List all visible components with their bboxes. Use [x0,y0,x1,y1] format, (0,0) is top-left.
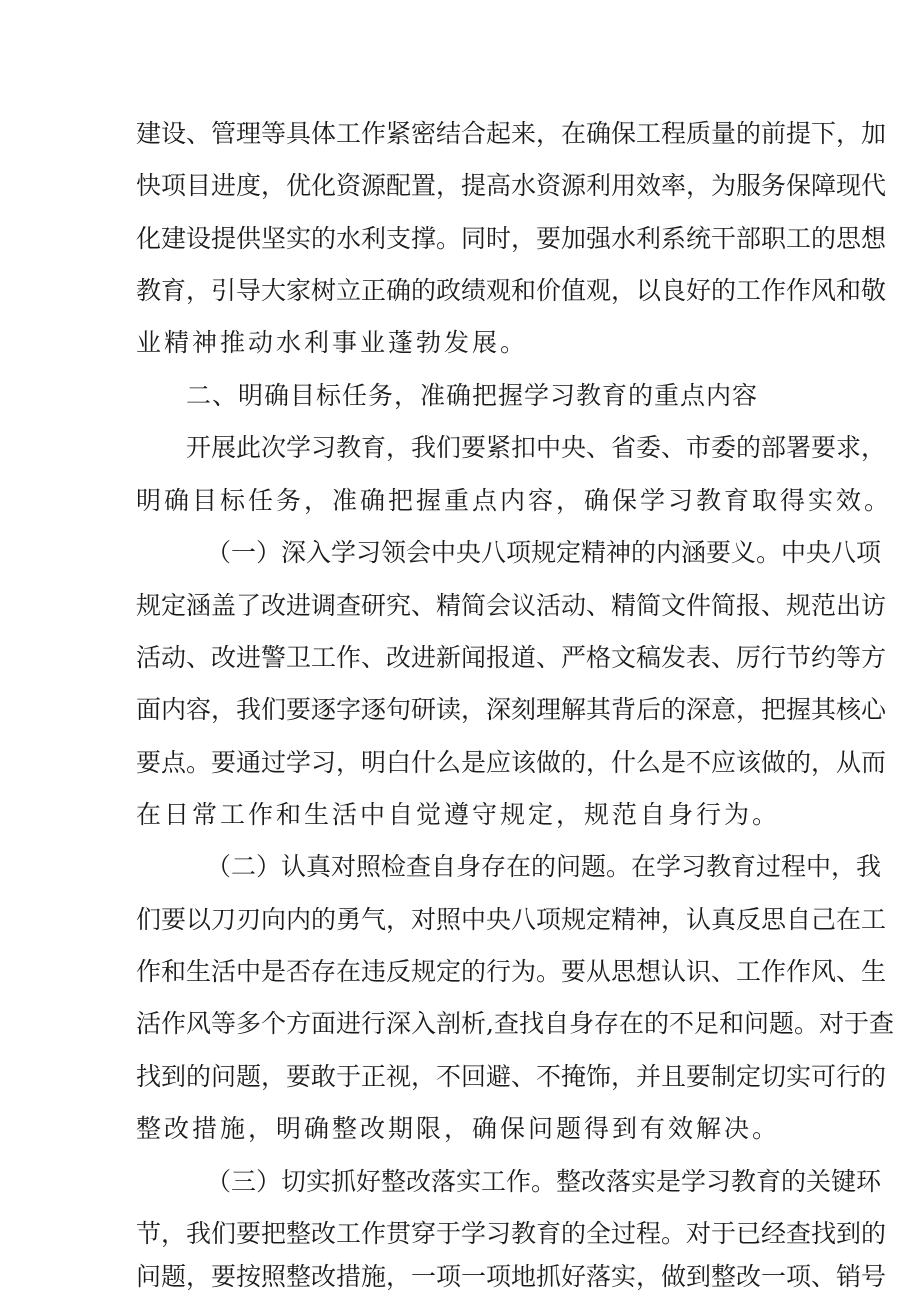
body-text-line: 业精神推动水利事业蓬勃发展。 [136,328,529,357]
body-text-line: 们要以刀刃向内的勇气，对照中央八项规定精神，认真反思自己在工 [136,905,887,934]
body-text-line: 问题，要按照整改措施，一项一项地抓好落实，做到整改一项、销号 [136,1262,887,1291]
body-text-line: 化建设提供坚实的水利支撑。同时，要加强水利系统干部职工的思想 [136,224,887,253]
body-text-line: 活作风等多个方面进行深入剖析,查找自身存在的不足和问题。对于查 [136,1009,894,1038]
body-text-line: 明确目标任务，准确把握重点内容，确保学习教育取得实效。 [136,486,893,515]
body-text-line: 整改措施，明确整改期限，确保问题得到有效解决。 [136,1114,781,1143]
body-text-line: 找到的问题，要敢于正视，不回避、不掩饰，并且要制定切实可行的 [136,1062,887,1091]
body-text-line: 规定涵盖了改进调查研究、精简会议活动、精简文件简报、规范出访 [136,591,887,620]
section-heading: 二、明确目标任务，准确把握学习教育的重点内容 [186,381,759,410]
body-text-line: 教育，引导大家树立正确的政绩观和价值观，以良好的工作作风和敬 [136,276,887,305]
body-text-line: 活动、改进警卫工作、改进新闻报道、严格文稿发表、厉行节约等方 [136,643,887,672]
body-text-line: 快项目进度，优化资源配置，提高水资源利用效率，为服务保障现代 [136,171,887,200]
body-text-line: 要点。要通过学习，明白什么是应该做的，什么是不应该做的，从而 [136,748,887,777]
body-text-line: 开展此次学习教育，我们要紧扣中央、省委、市委的部署要求， [186,433,887,462]
body-text-line: 节，我们要把整改工作贯穿于学习教育的全过程。对于已经查找到的 [136,1219,887,1248]
subsection-lead-line: （二）认真对照检查自身存在的问题。在学习教育过程中，我 [206,852,882,881]
body-text-line: 面内容，我们要逐字逐句研读，深刻理解其背后的深意，把握其核心 [136,695,887,724]
subsection-lead-line: （三）切实抓好整改落实工作。整改落实是学习教育的关键环 [206,1167,882,1196]
body-text-line: 建设、管理等具体工作紧密结合起来，在确保工程质量的前提下，加 [136,119,887,148]
body-text-line: 在日常工作和生活中自觉遵守规定，规范自身行为。 [136,800,781,829]
subsection-lead-line: （一）深入学习领会中央八项规定精神的内涵要义。中央八项 [206,538,882,567]
body-text-line: 作和生活中是否存在违反规定的行为。要从思想认识、工作作风、生 [136,957,887,986]
